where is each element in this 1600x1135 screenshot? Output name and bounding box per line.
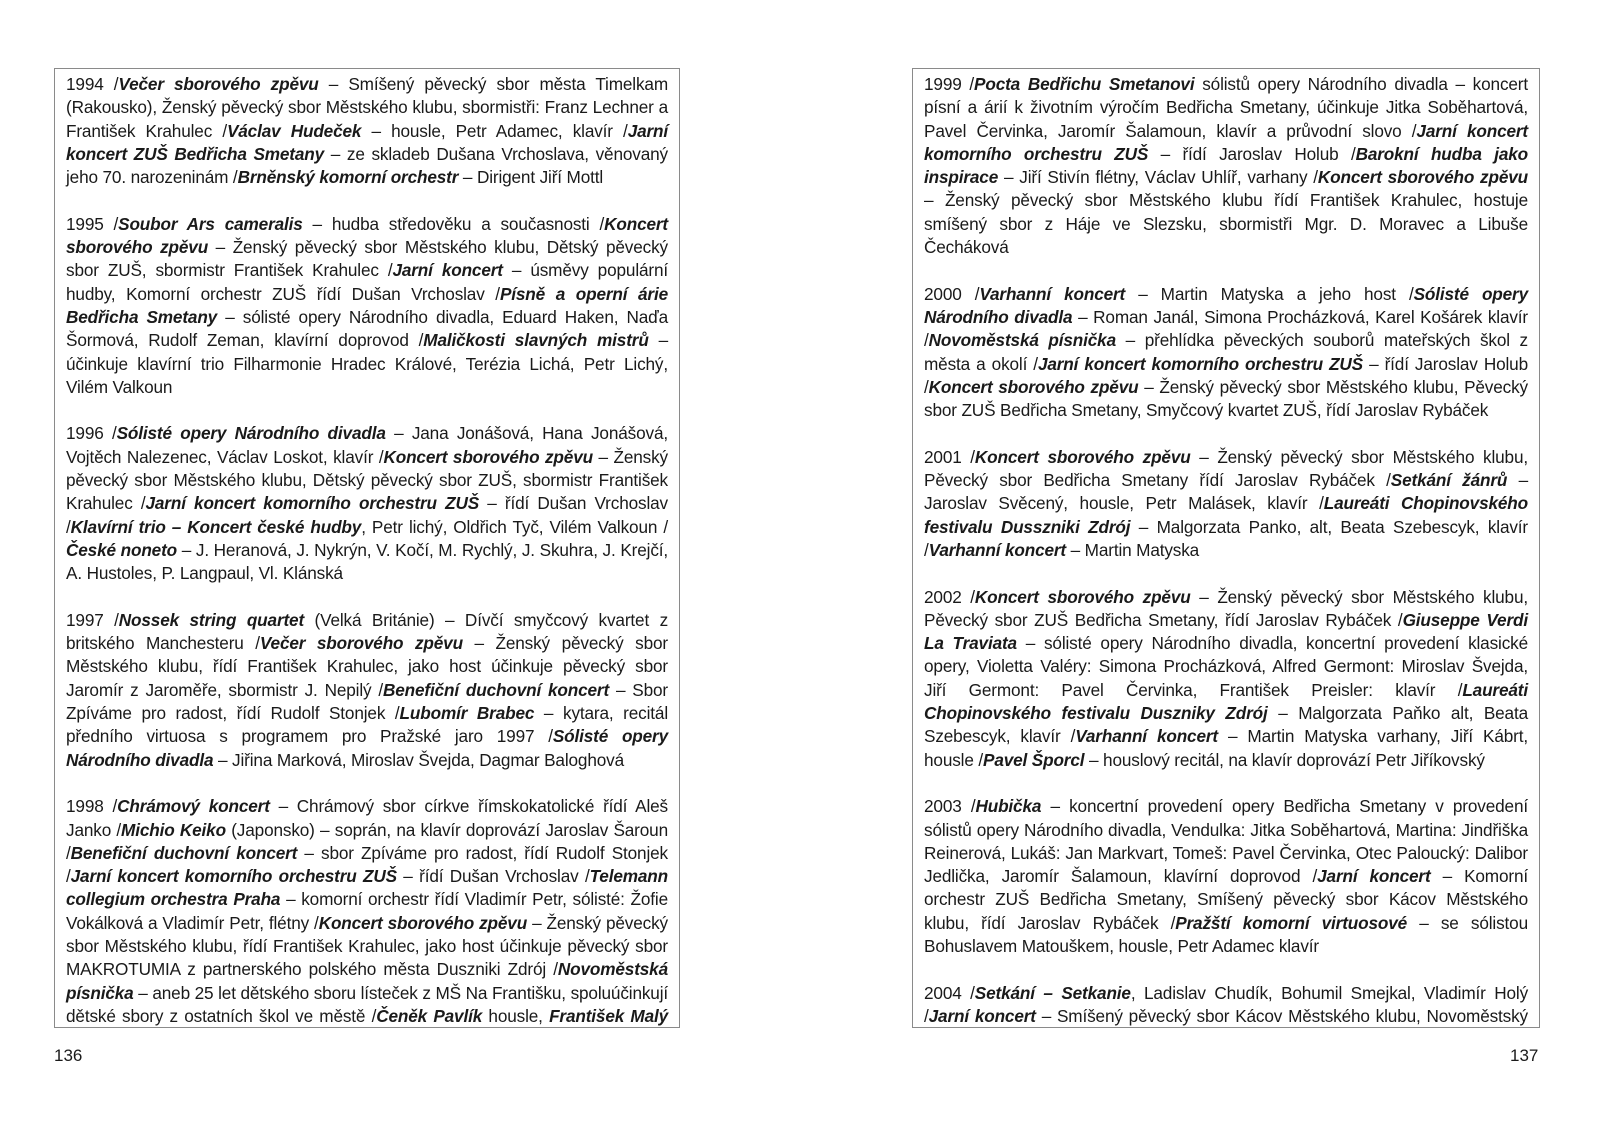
event-title: Koncert sborového zpěvu — [66, 213, 668, 258]
event-title: Pavel Šporcl — [983, 749, 1085, 770]
event-title: Jarní koncert komorního orchestru ZUŠ — [70, 866, 397, 887]
entry-text: 1997 / — [66, 609, 119, 630]
right-page-number: 137 — [1510, 1046, 1539, 1065]
year-entry — [924, 283, 1528, 423]
left-page-number: 136 — [54, 1046, 83, 1065]
entry-text: – řídí Dušan Vrchoslav / — [396, 866, 590, 887]
entry-text: – Ženský pěvecký sbor Městského klubu, řídí František Krahulec, jako host účinkuje pěvecký sbor MAKROTUMIA z partnerského polského města Duszniki Zdrój / — [66, 912, 668, 980]
entry-text: 1999 / — [924, 74, 975, 94]
entry-text: (Velká Británie) – Dívčí smyčcový kvartet z britského Manchesteru / — [66, 609, 669, 654]
entry-text: – koncertní provedení opery Bedřicha Smetany v provedení sólistů opery Národního divadla, Vendulka: Jitka Soběhartová, Martina: Jindřiška Reinerová, Lukáš: Jan Markvart, Tomeš: Pavel Červinka, Otec Paloucký: Dalibor Jedlička, Jaromír Šalamoun, klavírní doprovod / — [924, 796, 1528, 887]
year-entry — [924, 446, 1528, 562]
year-entry — [66, 213, 668, 399]
entry-text: housle, — [482, 1005, 550, 1026]
entry-text: – aneb 25 let dětského sboru lísteček z MŠ Na Františku, spoluúčinkují dětské sbory z ostatních škol ve městě / — [66, 982, 668, 1026]
year-entry — [66, 422, 668, 585]
event-title: Novoměstská písnička — [928, 330, 1116, 351]
event-title: Nossek string quartet — [118, 609, 305, 630]
entry-text: – Smíšený pěvecký sbor města Timelkam (Rakousko), Ženský pěvecký sbor Městského klubu, sbormistři: Franz Lechner a František Krahulec / — [66, 74, 668, 141]
year-entry — [66, 609, 668, 772]
event-title: Čeněk Pavlík — [376, 1005, 483, 1026]
entry-text: – ze skladeb Dušana Vrchoslava, věnovaný jeho 70. narozeninám / — [66, 143, 668, 188]
event-title: Lubomír Brabec — [399, 703, 535, 724]
right-page-text-frame — [912, 68, 1540, 1028]
event-title: Klavírní trio – Koncert české hudby — [70, 516, 362, 537]
entry-text: – sólisté opery Národního divadla, Eduard Haken, Naďa Šormová, Rudolf Zeman, klavírní doprovod / — [66, 306, 668, 351]
event-title: Pocta Bedřichu Smetanovi — [974, 74, 1195, 94]
event-title: Sólisté opery Národního divadla — [116, 423, 386, 444]
entry-text: – Ženský pěvecký sbor Městského klubu, Dětský pěvecký sbor ZUŠ, sbormistr František Krahulec / — [66, 446, 668, 514]
event-title: Varhanní koncert — [928, 539, 1067, 560]
entry-text: – Martin Matyska a jeho host / — [1125, 283, 1414, 304]
event-title: Giuseppe Verdi La Traviata — [924, 609, 1528, 654]
event-title: Večer sborového zpěvu — [118, 74, 319, 94]
entry-text: – Martin Matyska varhany, Jiří Kábrt, housle / — [924, 726, 1528, 770]
entry-text: – přehlídka pěveckých souborů mateřských škol z města a okolí / — [924, 330, 1528, 374]
event-title: Michio Keiko — [121, 819, 226, 840]
entry-text: , Petr lichý, Oldřich Tyč, Vilém Valkoun / — [361, 516, 668, 537]
entry-text: – Ženský pěvecký sbor Městského klubu, Dětský pěvecký sbor ZUŠ, sbormistr František Krahulec / — [66, 237, 668, 281]
event-title: Laureáti Chopinovského festivalu Dusszniki Zdrój — [924, 493, 1528, 537]
entry-text: – Dirigent Jiří Mottl — [458, 167, 604, 188]
entry-text: sólistů opery Národního divadla – koncert písní a árií k životním výročím Bedřicha Smetany, účinkuje Jitka Soběhartová, Pavel Červinka, Jaromír Šalamoun, klavír a průvodní slovo / — [924, 74, 1528, 141]
entry-text: 2001 / — [924, 446, 975, 467]
entry-text: – Komorní orchestr ZUŠ Bedřicha Smetany, Smíšený pěvecký sbor Kácov Městského klubu, řídí Jaroslav Rybáček / — [924, 866, 1528, 933]
entry-text: – sólisté opery Národního divadla, koncertní provedení klasické opery, Violetta Valéry: Simona Procházková, Alfred Germont: Miroslav Švejda, Jiří Germont: Pavel Červinka, František Preisler: klavír / — [924, 633, 1528, 700]
entry-text: (Japonsko) – soprán, na klavír doprovází Jaroslav Šaroun / — [66, 819, 668, 863]
entry-text: – housle, Petr Adamec, klavír / — [361, 120, 628, 141]
entry-text: – komorní orchestr řídí Vladimír Petr, sólisté: Žofie Vokálková a Vladimír Petr, flétny / — [66, 889, 668, 933]
event-title: Koncert sborového zpěvu — [318, 912, 528, 933]
entry-text: – Ženský pěvecký sbor Městského klubu, Pěvecký sbor ZUŠ Bedřicha Smetany, řídí Jaroslav Rybáček / — [924, 586, 1528, 630]
event-title: Brněnský komorní orchestr — [237, 167, 459, 188]
entry-text: – řídí Dušan Vrchoslav / — [66, 493, 668, 537]
entry-text: – Jiřina Marková, Miroslav Švejda, Dagmar Baloghová — [213, 749, 624, 770]
entry-text: – Ženský pěvecký sbor Městského klubu řídí František Krahulec, hostuje smíšený sbor z Háje ve Slezsku, sbormistři Mgr. D. Moravec a Libuše Čecháková — [924, 190, 1528, 258]
event-title: Hubička — [975, 796, 1042, 817]
event-title: Sólisté opery Národního divadla — [924, 283, 1528, 327]
event-title: Jarní koncert komorního orchestru ZUŠ — [1037, 353, 1363, 374]
event-title: České noneto — [66, 539, 178, 560]
event-title: Jarní koncert komorního orchestru ZUŠ — [145, 493, 480, 514]
entry-text: – se sólistou Bohuslavem Matouškem, housle, Petr Adamec klavír — [924, 912, 1528, 956]
entry-text: – Ženský pěvecký sbor Městského klubu, řídí František Krahulec, jako host účinkuje pěvecký sbor Jaromír z Jaroměře, sbormistr J. Nepilý / — [66, 633, 668, 700]
event-title: Jarní koncert — [1317, 866, 1431, 887]
entry-text: – Malgorzata Paňko alt, Beata Szebescyk, klavír / — [924, 703, 1528, 747]
event-title: Telemann collegium orchestra Praha — [66, 866, 668, 910]
entry-text: – Roman Janál, Simona Procházková, Karel Košárek klavír / — [924, 306, 1528, 351]
year-entry — [66, 795, 668, 1028]
year-entry — [66, 73, 668, 189]
entry-text: 2000 / — [924, 283, 980, 304]
event-title: Chrámový koncert — [117, 796, 270, 817]
event-title: Koncert sborového zpěvu — [383, 446, 593, 467]
entry-text: – úsměvy populární hudby, Komorní orchestr ZUŠ řídí Dušan Vrchoslav / — [66, 260, 668, 304]
event-title: Písně a operní árie Bedřicha Smetany — [66, 283, 668, 327]
event-title: Barokní hudba jako inspirace — [924, 143, 1528, 188]
event-title: Koncert sborového zpěvu — [974, 586, 1191, 607]
entry-text: 2004 / — [924, 982, 975, 1003]
year-entry — [924, 795, 1528, 958]
event-title: Václav Hudeček — [226, 120, 362, 141]
event-title: Benefiční duchovní koncert — [382, 679, 610, 700]
event-title: Maličkosti slavných mistrů — [423, 330, 649, 351]
event-title: Varhanní koncert — [1075, 726, 1218, 747]
entry-text: – Sbor Zpíváme pro radost, řídí Rudolf Stonjek / — [66, 679, 668, 724]
entry-text: 2003 / — [924, 796, 976, 817]
event-title: Koncert sborového zpěvu — [1317, 167, 1528, 188]
event-title: Koncert sborového zpěvu — [974, 446, 1191, 467]
entry-text: – hudba středověku a současnosti / — [302, 213, 605, 234]
entry-text: – Jaroslav Svěcený, housle, Petr Malásek, klavír / — [924, 470, 1528, 514]
event-title: Jarní koncert — [392, 260, 503, 281]
entry-text: – řídí Jaroslav Holub / — [924, 353, 1528, 397]
entry-text: – J. Heranová, J. Nykrýn, V. Kočí, M. Rychlý, J. Skuhra, J. Krejčí, A. Hustoles, P. Langpaul, Vl. Klánská — [66, 539, 669, 584]
entry-text: – Chrámový sbor církve římskokatolické řídí Aleš Janko / — [66, 796, 668, 840]
event-title: Jarní koncert — [928, 1005, 1036, 1026]
entry-text: , Ladislav Chudík, Bohumil Smejkal, Vladimír Holý / — [924, 982, 1529, 1026]
entry-text: – houslový recitál, na klavír doprovází Petr Jiříkovský — [1084, 749, 1485, 770]
entry-text: – sbor Zpíváme pro radost, řídí Rudolf Stonjek / — [66, 842, 668, 887]
entry-text: – řídí Jaroslav Holub / — [1148, 143, 1356, 164]
event-title: Koncert sborového zpěvu — [928, 376, 1139, 397]
event-title: František Malý — [549, 1005, 669, 1026]
event-title: Jarní koncert ZUŠ Bedřicha Smetany — [66, 120, 669, 164]
entry-text: 1995 / — [66, 213, 119, 234]
entry-text: – Martin Matyska — [1066, 539, 1200, 560]
entry-text: 2002 / — [924, 586, 975, 607]
event-title: Benefiční duchovní koncert — [70, 842, 298, 863]
event-title: Pražští komorní virtuosové — [1175, 912, 1408, 933]
entry-text: 1998 / — [66, 796, 118, 817]
year-entry — [924, 982, 1528, 1028]
year-entry — [924, 73, 1528, 259]
entry-text: – Smíšený pěvecký sbor Kácov Městského klubu, Novoměstský — [1041, 1005, 1528, 1026]
event-title: Sólisté opery Národního divadla — [66, 726, 668, 770]
entry-text: – účinkuje klavírní trio Filharmonie Hradec Králové, Terézia Lichá, Petr Lichý, Vilém Valkoun — [66, 330, 668, 397]
entry-text: – Ženský pěvecký sbor Městského klubu, Pěvecký sbor ZUŠ Bedřicha Smetany, Smyčcový kvartet ZUŠ, řídí Jaroslav Rybáček — [924, 376, 1528, 421]
entry-text: – Ženský pěvecký sbor Městského klubu, Pěvecký sbor Bedřicha Smetany řídí Jaroslav Rybáček / — [924, 446, 1528, 491]
entry-text: – Jiří Stivín flétny, Václav Uhlíř, varhany / — [998, 167, 1318, 188]
event-title: Setkání žánrů — [1390, 470, 1508, 491]
entry-text: 1994 / — [66, 74, 119, 94]
event-title: Večer sborového zpěvu — [259, 633, 463, 654]
event-title: Novoměstská písnička — [66, 959, 668, 1003]
event-title: Laureáti Chopinovského festivalu Duszniky Zdrój — [924, 679, 1528, 724]
event-title: Jarní koncert komorního orchestru ZUŠ — [924, 120, 1528, 164]
event-title: Varhanní koncert — [979, 283, 1126, 304]
entry-text: – Jana Jonášová, Hana Jonášová, Vojtěch Nalezenec, Václav Loskot, klavír / — [66, 423, 668, 467]
entry-text: – kytara, recitál předního virtuosa s programem pro Pražské jaro 1997 / — [66, 703, 668, 747]
left-page-text-frame — [54, 68, 680, 1028]
entry-text: 1996 / — [66, 423, 117, 444]
event-title: Soubor Ars cameralis — [118, 213, 303, 234]
entry-text: – Malgorzata Panko, alt, Beata Szebescyk, klavír / — [924, 516, 1528, 560]
year-entry — [924, 586, 1528, 772]
event-title: Setkání – Setkanie — [974, 982, 1131, 1003]
